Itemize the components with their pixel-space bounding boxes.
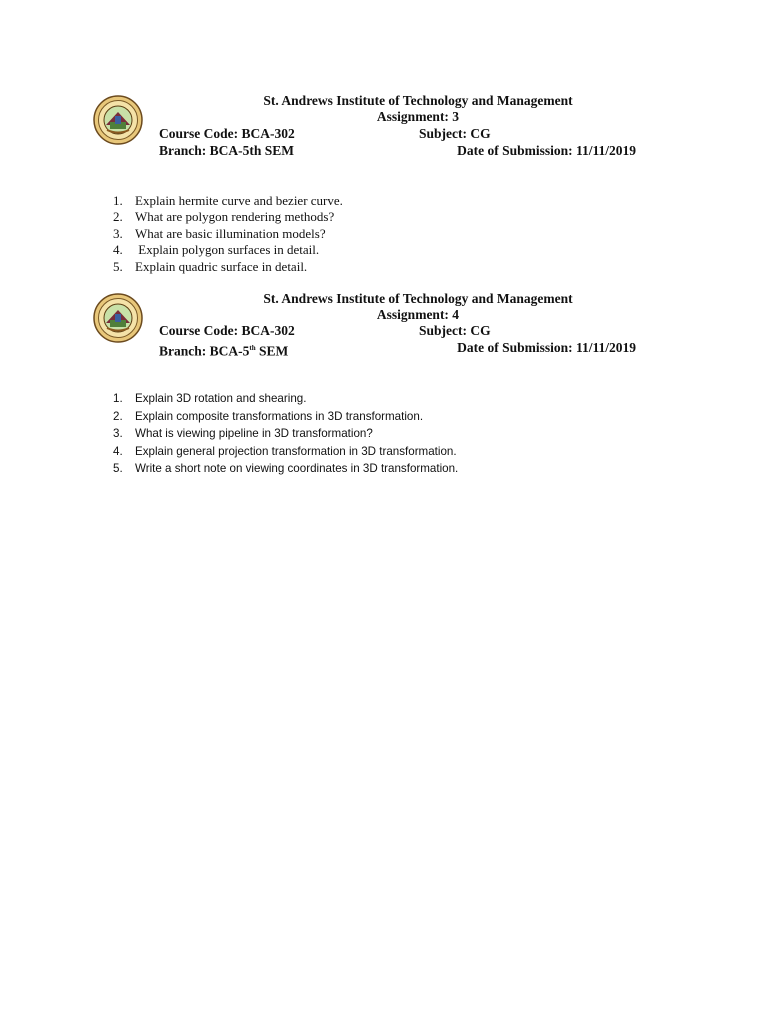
question-number: 2. bbox=[113, 409, 123, 423]
question-number: 4. bbox=[113, 444, 123, 458]
question-list bbox=[113, 390, 459, 478]
list-item bbox=[113, 460, 459, 478]
branch-ordinal-suffix: th bbox=[249, 344, 256, 352]
institute-name: St. Andrews Institute of Technology and Management bbox=[263, 291, 573, 306]
question-number: 5. bbox=[113, 462, 123, 476]
course-code: Course Code: BCA-302 bbox=[159, 126, 295, 141]
list-item bbox=[113, 193, 343, 209]
assignment-number: Assignment: 4 bbox=[376, 307, 460, 322]
list-item bbox=[113, 225, 343, 242]
submission-date: Date of Submission: 11/11/2019 bbox=[457, 143, 636, 158]
question-text: Explain general projection transformation in 3D transformation. bbox=[135, 444, 457, 458]
course-code: Course Code: BCA-302 bbox=[159, 323, 295, 338]
question-number: 3. bbox=[113, 225, 123, 241]
list-item bbox=[113, 209, 343, 225]
subject: Subject: CG bbox=[419, 126, 491, 141]
question-number: 1. bbox=[113, 193, 123, 208]
list-item bbox=[113, 390, 458, 408]
institute-seal-logo bbox=[93, 293, 143, 343]
question-text: What are polygon rendering methods? bbox=[135, 209, 335, 225]
list-item bbox=[113, 408, 458, 426]
branch-prefix: Branch: BCA-5 bbox=[159, 343, 250, 359]
question-text: Explain 3D rotation and shearing. bbox=[135, 392, 307, 405]
branch-suffix: SEM bbox=[255, 343, 289, 359]
branch: Branch: BCA-5th SEM bbox=[159, 143, 295, 158]
list-item bbox=[113, 258, 343, 275]
question-text: Write a short note on viewing coordinates in 3D transformation. bbox=[135, 462, 459, 476]
institute-name: St. Andrews Institute of Technology and Management bbox=[263, 93, 573, 108]
question-number: 3. bbox=[113, 427, 123, 441]
question-text: What are basic illumination models? bbox=[135, 225, 326, 241]
question-list bbox=[113, 193, 343, 275]
institute-seal-logo bbox=[93, 95, 143, 145]
question-number: 1. bbox=[113, 392, 123, 405]
branch bbox=[159, 340, 288, 360]
list-item bbox=[113, 425, 458, 443]
list-item bbox=[113, 443, 458, 461]
question-text: Explain hermite curve and bezier curve. bbox=[135, 193, 343, 208]
assignment-number: Assignment: 3 bbox=[376, 109, 460, 124]
list-item bbox=[113, 242, 343, 258]
question-text: Explain polygon surfaces in detail. bbox=[135, 242, 320, 258]
question-number: 4. bbox=[113, 242, 123, 258]
question-number: 2. bbox=[113, 209, 123, 225]
subject: Subject: CG bbox=[419, 323, 491, 338]
submission-date: Date of Submission: 11/11/2019 bbox=[457, 340, 636, 355]
question-text: What is viewing pipeline in 3D transformation? bbox=[135, 427, 373, 441]
question-text: Explain quadric surface in detail. bbox=[135, 258, 308, 274]
question-number: 5. bbox=[113, 258, 123, 274]
question-text: Explain composite transformations in 3D transformation. bbox=[135, 409, 424, 423]
